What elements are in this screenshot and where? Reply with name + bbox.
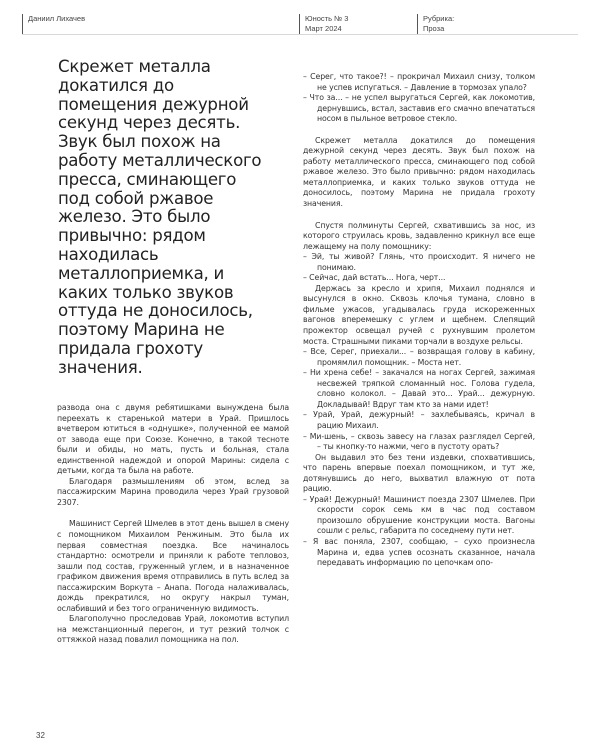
paragraph: – Я вас поняла, 2307, сообщаю, – сухо произнесла Марина и, едва успев осознать сказанное, начала передавать информацию по цепочкам опо-	[303, 536, 535, 568]
issue-date: Март 2024	[305, 24, 342, 33]
paragraph-spacer	[303, 125, 535, 136]
paragraph: – Ми-шень, – сквозь завесу на глазах разглядел Сергей, – ты кнопку-то нажми, чего в пустоту орать?	[303, 431, 535, 452]
paragraph: – Серег, что такое?! – прокричал Михаил снизу, толком не успев испугаться. – Давление в тормозах упало?	[303, 72, 535, 92]
right-column	[303, 72, 535, 569]
rubric-label: Рубрика:	[423, 14, 455, 23]
paragraph: – Эй, ты живой? Глянь, что происходит. Я ничего не понимаю.	[303, 252, 535, 272]
paragraph: развода она с двумя ребятишками вынуждена была переехать к старенькой матери в Урай. Пришлось вчетвером ютиться в «однушке», полученной ее мамой от завода еще при Союзе. Конечно, в такой тесноте были и обиды, но мать, пусть и больная, стала единственной надеждой и опорой Марины: сидела с детьми, когда та была на работе.	[57, 403, 289, 476]
paragraph: Благополучно проследовав Урай, локомотив вступил на межстанционный перегон, и тут резкий толчок с оттяжкой назад повалил помощника на пол.	[57, 614, 289, 645]
paragraph: Он выдавил это без тени издевки, спохватившись, что парень впервые поехал помощником, и тут же, дотянувшись до него, выхватил влажную от пота рацию.	[303, 452, 535, 494]
paragraph: – Что за... – не успел выругаться Сергей, как локомотив, дернувшись, встал, заставив его смачно впечататься носом в пыльное ветровое стекло.	[303, 93, 535, 124]
paragraph-spacer	[303, 210, 535, 221]
header-rule	[22, 34, 578, 35]
left-column	[57, 403, 289, 646]
paragraph-spacer	[57, 508, 289, 519]
paragraph: Машинист Сергей Шмелев в этот день вышел в смену с помощником Михаилом Ренжиным. Это была их первая совместная поездка. Все начиналось стандартно: осмотрели и приняли к работе тепловоз, зашли под состав, груженный углем, и в назначенное графиком движения время отправились в путь вслед за пассажирским Воркута – Анапа. Погода налаживалась, дождь прекратился, но округу накрыл туман, ослабивший и без того ограниченную видимость.	[57, 519, 289, 613]
magazine-name: Юность № 3	[305, 14, 349, 23]
header-divider	[417, 14, 418, 34]
author-name: Даниил Лихачев	[28, 14, 86, 23]
paragraph: – Урай! Дежурный! Машинист поезда 2307 Шмелев. При скорости сорок семь км в час под составом произошло обрушение конструкции моста. Вагоны сошли с рельс, габарита по соседнему пути нет.	[303, 494, 535, 536]
header-rubric	[423, 14, 454, 34]
paragraph: Держась за кресло и хрипя, Михаил поднялся и высунулся в окно. Сквозь клочья тумана, словно в фильме ужасов, угадывалась груда искореженных вагонов вперемешку с углем и щебнем. Слепящий прожектор освещал ручей с рухнувшим пролетом моста. Страшными пиками торчали в воздухе рельсы.	[303, 283, 535, 346]
paragraph: Спустя полминуты Сергей, схватившись за нос, из которого струилась кровь, задавленно крикнул все еще лежащему на полу помощнику:	[303, 220, 535, 251]
rubric-value: Проза	[423, 24, 445, 33]
paragraph: Скрежет металла докатился до помещения дежурной секунд через десять. Звук был похож на работу металлического пресса, сминающего под собой ржавое железо. Это было привычно: рядом находилась металлоприемка, и каких только звуков оттуда не доносилось, поэтому Марина не придала грохоту значения.	[303, 135, 535, 209]
paragraph: – Ни хрена себе! – закачался на ногах Сергей, зажимая несвежей тряпкой сломанный нос. Голова гудела, словно колокол. – Давай это... Урай... дежурную. Докладывай! Вдруг там кто за нами идет!	[303, 368, 535, 409]
header-issue	[305, 14, 348, 34]
paragraph: – Урай, Урай, дежурный! – захлебываясь, кричал в рацию Михаил.	[303, 410, 535, 430]
paragraph: Благодаря размышлениям об этом, вслед за пассажирским Марина проводила через Урай грузовой 2307.	[57, 476, 289, 507]
header-author	[28, 14, 85, 24]
header-divider	[299, 14, 300, 34]
paragraph: – Все, Серег, приехали... – возвращая голову в кабину, промямлил помощник. – Моста нет.	[303, 347, 535, 367]
pull-quote: Скрежет металла докатился до помещения дежурной секунд через десять. Звук был похож на работу металлического пресса, сминающего под собой ржавое железо. Это было привычно: рядом находилась металлоприемка, и каких только звуков оттуда не доносилось, поэтому Марина не придала грохоту значения.	[58, 57, 262, 377]
header-divider	[22, 14, 23, 34]
paragraph: – Сейчас, дай встать... Нога, черт...	[303, 273, 446, 283]
page-number: 32	[36, 731, 45, 740]
